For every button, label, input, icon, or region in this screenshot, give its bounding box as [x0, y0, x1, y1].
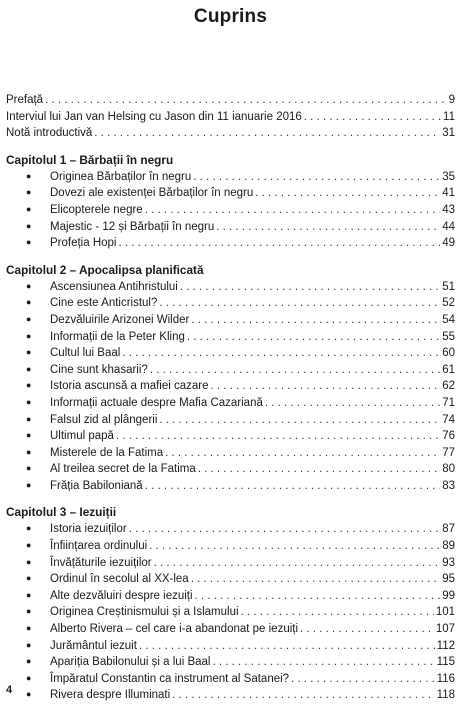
toc-entry[interactable]: [6, 654, 455, 671]
toc-entry-page: 35: [442, 170, 455, 183]
chapter-heading[interactable]: [6, 503, 455, 521]
dot-leader: [300, 621, 434, 638]
dot-leader: [145, 202, 441, 219]
bullet-icon: ●: [26, 573, 32, 584]
toc-entry-label: Jurământul iezuit: [50, 639, 137, 652]
toc-entry[interactable]: [6, 445, 455, 462]
toc-entry-label: Al treilea secret de la Fatima: [50, 463, 196, 476]
toc-entry-label: Dovezi ale existenței Bărbaților în negru: [50, 187, 254, 200]
bullet-icon: ●: [26, 347, 32, 358]
bullet-icon: ●: [26, 463, 32, 474]
toc-entry[interactable]: [6, 345, 455, 362]
toc-entry-label: Misterele de la Fatima: [50, 446, 164, 459]
dot-leader: [139, 638, 435, 655]
dot-leader: [159, 295, 440, 312]
toc-entry[interactable]: [6, 555, 455, 572]
toc-entry[interactable]: [6, 395, 455, 412]
bullet-icon: ●: [26, 523, 32, 534]
toc-entry-page: 101: [435, 606, 455, 619]
dot-leader: [154, 555, 441, 572]
dot-leader: [122, 345, 440, 362]
toc-entry-page: 76: [442, 430, 455, 443]
toc-entry-page: 95: [442, 573, 455, 586]
toc-entry[interactable]: [6, 604, 455, 621]
toc-entry-label: Informații de la Peter Kling: [50, 330, 185, 343]
toc-entry-page: 77: [442, 446, 455, 459]
toc-entry-label: Învățăturile iezuiților: [50, 556, 152, 569]
toc-entry-page: 107: [435, 623, 455, 636]
page-number: 4: [6, 684, 13, 696]
toc-entry-label: Falsul zid al plângerii: [50, 413, 158, 426]
toc-entry-label: Elicopterele negre: [50, 203, 143, 216]
toc-entry-label: Prefață: [6, 94, 44, 106]
bullet-icon: ●: [26, 187, 32, 198]
toc-entry-label: Cultul lui Baal: [50, 347, 121, 360]
toc-entry[interactable]: [6, 671, 455, 688]
dot-leader: [172, 687, 434, 704]
bullet-icon: ●: [26, 380, 32, 391]
toc-entry[interactable]: [6, 92, 455, 109]
toc-entry-page: 89: [442, 540, 455, 553]
toc-entry-page: 93: [442, 556, 455, 569]
toc-entry[interactable]: [6, 185, 455, 202]
toc-entry-label: Originea Bărbaților în negru: [50, 170, 192, 183]
toc-entry-page: 11: [443, 110, 455, 123]
toc-entry-page: 99: [442, 589, 455, 602]
toc-entry-page: 9: [448, 94, 455, 106]
toc-entry[interactable]: [6, 461, 455, 478]
toc-entry-page: 60: [442, 347, 455, 360]
toc-entry-page: 80: [442, 463, 455, 476]
dot-leader: [195, 588, 441, 605]
toc-entry-label: Originea Creștinismului și a Islamului: [50, 606, 239, 619]
dot-leader: [191, 312, 440, 329]
toc-entry[interactable]: [6, 621, 455, 638]
toc-entry[interactable]: [6, 169, 455, 186]
dot-leader: [149, 538, 440, 555]
bullet-icon: ●: [26, 589, 32, 600]
chapter-title: Capitolul 3 – Iezuiții: [6, 505, 117, 520]
toc-entry-page: 52: [442, 297, 455, 310]
chapter-title: Capitolul 2 – Apocalipsa planificată: [6, 262, 204, 277]
toc-entry[interactable]: [6, 235, 455, 252]
toc-entry[interactable]: [6, 412, 455, 429]
chapters-list: [6, 151, 455, 704]
toc-entry-label: Istoria iezuiților: [50, 523, 127, 536]
toc-entry[interactable]: [6, 109, 455, 126]
toc-entry[interactable]: [6, 329, 455, 346]
toc-entry-page: 44: [442, 220, 455, 233]
dot-leader: [291, 671, 435, 688]
toc-entry-label: Majestic - 12 și Bărbații în negru: [50, 220, 215, 233]
toc-entry-page: 43: [442, 203, 455, 216]
bullet-icon: ●: [26, 430, 32, 441]
bullet-icon: ●: [26, 396, 32, 407]
toc-entry-page: 112: [436, 639, 455, 652]
toc-entry-page: 115: [436, 656, 455, 669]
toc-entry-page: 31: [442, 127, 455, 140]
bullet-icon: ●: [26, 479, 32, 490]
toc-entry-page: 87: [442, 523, 455, 536]
bullet-icon: ●: [26, 297, 32, 308]
toc-entry[interactable]: [6, 219, 455, 236]
toc-entry[interactable]: [6, 687, 455, 704]
page-title: Cuprins: [193, 6, 268, 27]
dot-leader: [216, 219, 440, 236]
toc-entry[interactable]: [6, 588, 455, 605]
toc-entry[interactable]: [6, 125, 455, 142]
dot-leader: [94, 125, 440, 142]
toc-entry[interactable]: [6, 638, 455, 655]
toc-entry-label: Profeția Hopi: [50, 237, 117, 250]
dot-leader: [150, 362, 440, 379]
toc-entry-page: 118: [436, 689, 455, 702]
toc-entry-label: Informații actuale despre Mafia Cazariană: [50, 396, 263, 409]
toc-entry-page: 51: [442, 280, 455, 293]
bullet-icon: ●: [26, 363, 32, 374]
toc-entry-page: 74: [442, 413, 455, 426]
toc-entry-label: Ascensiunea Antihristului: [50, 280, 178, 293]
bullet-icon: ●: [26, 330, 32, 341]
toc-entry-page: 55: [442, 330, 455, 343]
bullet-icon: ●: [26, 606, 32, 617]
toc-entry-page: 54: [442, 313, 455, 326]
toc-entry-label: Împăratul Constantin ca instrument al Satanei?: [50, 672, 290, 685]
toc-entry[interactable]: [6, 312, 455, 329]
bullet-icon: ●: [26, 280, 32, 291]
bullet-icon: ●: [26, 220, 32, 231]
toc-entry-label: Alberto Rivera – cel care i-a abandonat pe iezuiți: [50, 623, 299, 636]
dot-leader: [191, 571, 440, 588]
dot-leader: [180, 279, 440, 296]
bullet-icon: ●: [26, 413, 32, 424]
toc-entry-page: 41: [442, 187, 455, 200]
dot-leader: [211, 378, 441, 395]
toc-entry-page: 83: [442, 479, 455, 492]
bullet-icon: ●: [26, 639, 32, 650]
toc-entry[interactable]: [6, 428, 455, 445]
dot-leader: [159, 412, 440, 429]
toc-entry-label: Rivera despre Illuminati: [50, 689, 171, 702]
bullet-icon: ●: [26, 237, 32, 248]
chapter-heading[interactable]: [6, 261, 455, 279]
toc-entry[interactable]: [6, 378, 455, 395]
toc-entry-label: Dezvăluirile Arizonei Wilder: [50, 313, 190, 326]
bullet-icon: ●: [26, 540, 32, 551]
toc-entry[interactable]: [6, 202, 455, 219]
toc-entry-label: Apariția Babilonului și a lui Baal: [50, 656, 211, 669]
toc-entry[interactable]: [6, 571, 455, 588]
toc-entry-label: Ordinul în secolul al XX-lea: [50, 573, 189, 586]
toc-entry-label: Istoria ascunsă a mafiei cazare: [50, 380, 209, 393]
bullet-icon: ●: [26, 446, 32, 457]
toc-entry[interactable]: [6, 362, 455, 379]
bullet-icon: ●: [26, 313, 32, 324]
toc-entry-label: Notă introductivă: [6, 127, 93, 140]
toc-entry[interactable]: [6, 521, 455, 538]
bullet-icon: ●: [26, 556, 32, 567]
toc-entry-page: 61: [442, 363, 455, 376]
dot-leader: [129, 521, 441, 538]
toc-entry-label: Înființarea ordinului: [50, 540, 148, 553]
bullet-icon: ●: [26, 656, 32, 667]
toc-entry[interactable]: [6, 538, 455, 555]
bullet-icon: ●: [26, 689, 32, 700]
toc-entry-page: 71: [442, 396, 455, 409]
dot-leader: [193, 169, 440, 186]
dot-leader: [118, 235, 440, 252]
toc-entry-label: Cine este Anticristul?: [50, 297, 158, 310]
toc-entry-label: Cine sunt khasarii?: [50, 363, 148, 376]
dot-leader: [45, 92, 447, 109]
dot-leader: [255, 185, 440, 202]
dot-leader: [187, 329, 440, 346]
toc-entry-page: 49: [442, 237, 455, 250]
toc-entry-page: 116: [436, 672, 455, 685]
bullet-icon: ●: [26, 170, 32, 181]
toc-entry[interactable]: [6, 478, 455, 495]
toc-entry[interactable]: [6, 279, 455, 296]
toc-entry-label: Frăția Babiloniană: [50, 479, 143, 492]
dot-leader: [165, 445, 440, 462]
toc-entry-label: Ultimul papă: [50, 430, 114, 443]
dot-leader: [212, 654, 434, 671]
dot-leader: [265, 395, 440, 412]
dot-leader: [241, 604, 434, 621]
table-of-contents: [6, 92, 455, 704]
toc-entry[interactable]: [6, 295, 455, 312]
dot-leader: [198, 461, 440, 478]
bullet-icon: ●: [26, 672, 32, 683]
dot-leader: [304, 109, 441, 126]
bullet-icon: ●: [26, 203, 32, 214]
toc-entry-page: 62: [442, 380, 455, 393]
toc-entry-label: Interviul lui Jan van Helsing cu Jason din 11 ianuarie 2016: [6, 110, 302, 123]
chapter-title: Capitolul 1 – Bărbații în negru: [6, 152, 174, 167]
chapter-heading[interactable]: [6, 151, 455, 169]
dot-leader: [145, 478, 441, 495]
dot-leader: [116, 428, 440, 445]
toc-entry-label: Alte dezvăluiri despre iezuiți: [50, 589, 193, 602]
bullet-icon: ●: [26, 623, 32, 634]
